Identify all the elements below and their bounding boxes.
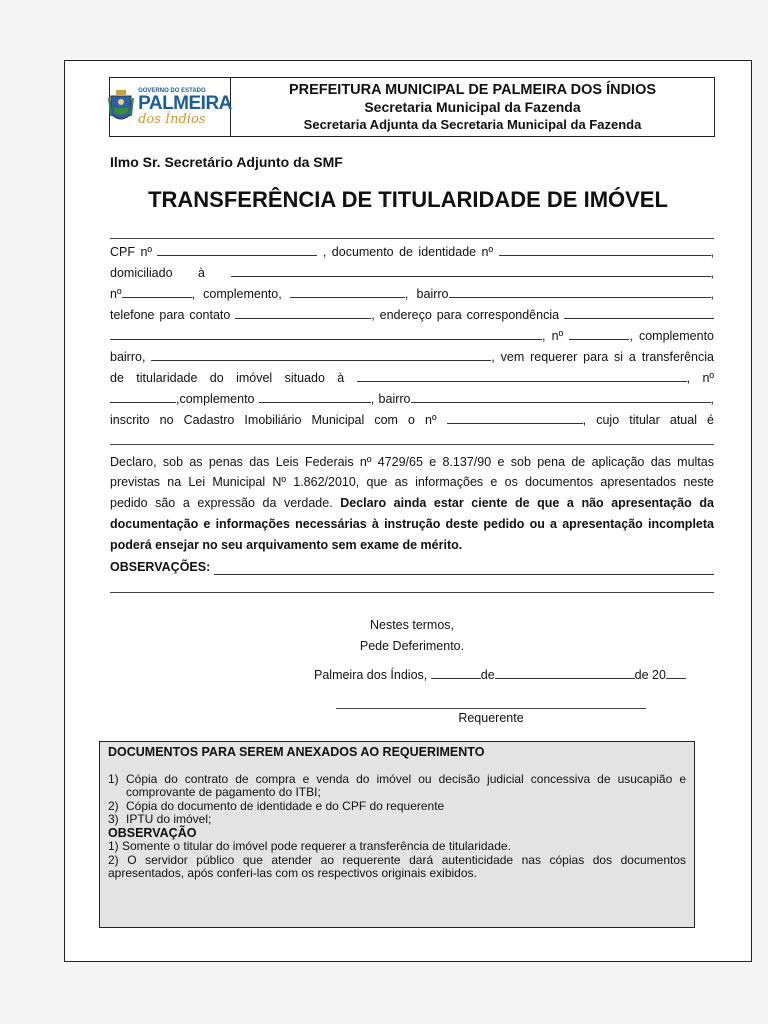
declaration-line-2: previstas na Lei Municipal Nº 1.862/2010, que as informações e os documentos apresentados neste — [110, 475, 714, 489]
documents-box — [99, 741, 695, 928]
titular-field-line[interactable] — [110, 444, 714, 445]
complemento3-field[interactable] — [259, 391, 371, 403]
observacao-2: 2) O servidor público que atender ao requerente dará autenticidade nas cópias dos documentos apresentados, após conferi-las com os respectivos originais exibidos. — [108, 852, 686, 880]
telefone-label: telefone para contato — [110, 308, 231, 322]
document-item — [108, 773, 686, 800]
bairro-label: , bairro — [404, 287, 449, 301]
cpf-field[interactable] — [157, 244, 317, 256]
item-text: Cópia do contrato de compra e venda do imóvel ou decisão judicial concessiva de usucapião e comprovante de pagamento do ITBI; — [126, 771, 686, 799]
logo-title: PALMEIRA — [138, 93, 232, 114]
declaration-line-4: documentação e informações necessárias à instrução deste pedido ou a apresentação incompleta — [110, 517, 714, 531]
document-item — [108, 813, 686, 827]
form-line-complemento: ,complemento , bairro , — [110, 391, 714, 407]
bairro-field[interactable] — [449, 286, 711, 298]
form-line-endereco-cont — [110, 328, 714, 344]
doc-id-field[interactable] — [499, 244, 711, 256]
complemento3-label: ,complemento — [176, 392, 255, 406]
address-field[interactable] — [231, 265, 711, 277]
numero-field[interactable] — [122, 286, 192, 298]
prefeitura-title: PREFEITURA MUNICIPAL DE PALMEIRA DOS ÍNDIOS — [288, 81, 657, 98]
closing-deferimento: Pede Deferimento. — [359, 639, 465, 653]
signature-line[interactable] — [336, 708, 646, 709]
de-label-2: de 20 — [634, 668, 666, 682]
declaration-line-5: poderá ensejar no seu arquivamento sem exame de mérito. — [110, 538, 463, 552]
salutation: Ilmo Sr. Secretário Adjunto da SMF — [110, 154, 343, 170]
observacoes-label: OBSERVAÇÕES: — [110, 560, 211, 574]
form-line-bairro — [110, 349, 714, 365]
numero3-field[interactable] — [110, 391, 176, 403]
secretaria-adjunta-title: Secretaria Adjunta da Secretaria Municipal da Fazenda — [303, 116, 642, 132]
numero2-label: , nº — [542, 329, 564, 343]
form-line-inscrito — [110, 412, 714, 428]
bairro3-label: , bairro — [370, 392, 411, 406]
observacoes-field[interactable] — [214, 563, 714, 575]
complemento-field[interactable] — [290, 286, 405, 298]
form-page — [64, 60, 752, 962]
form-line-titularidade — [110, 370, 714, 386]
declaration-line-3 — [110, 495, 714, 511]
telefone-field[interactable] — [235, 307, 371, 319]
form-line-domicilio: domiciliado à , — [110, 266, 714, 280]
city-label: Palmeira dos Índios, — [314, 668, 428, 682]
domiciliado-label: domiciliado à — [110, 266, 205, 280]
observacao-1: 1) Somente o titular do imóvel pode requerer a transferência de titularidade. — [108, 839, 511, 853]
doc-id-label: , documento de identidade nº — [322, 245, 494, 259]
logo-cell — [110, 78, 231, 136]
palmeira-logo — [108, 88, 232, 126]
inscrito-label: inscrito no Cadastro Imobiliário Municipal com o nº — [110, 413, 437, 427]
item-number: 2) — [108, 798, 119, 813]
form-line-telefone — [110, 307, 714, 323]
date-line — [314, 667, 714, 683]
cpf-label: CPF nº — [110, 245, 152, 259]
logo-subtitle: dos Índios — [138, 112, 206, 127]
observacoes-line — [110, 559, 714, 575]
form-line-numero: nº , complemento, , bairro , — [110, 287, 714, 301]
complemento2-label: , complemento — [629, 329, 714, 343]
numero3-label: , nº — [686, 371, 714, 385]
titularidade-label: de titularidade do imóvel situado à — [110, 371, 345, 385]
complemento-label: , complemento, — [191, 287, 282, 301]
declaration-line-1: Declaro, sob as penas das Leis Federais nº 4729/65 e 8.137/90 e sob pena de aplicação das multas — [110, 455, 714, 469]
observacoes-field-line-2[interactable] — [110, 592, 714, 593]
day-field[interactable] — [431, 667, 481, 679]
item-text: IPTU do imóvel; — [126, 812, 212, 826]
requerer-text: , vem requerer para si a transferência — [491, 350, 714, 364]
bairro2-label: bairro, — [110, 350, 146, 364]
inscricao-field[interactable] — [447, 412, 583, 424]
documents-title: DOCUMENTOS PARA SEREM ANEXADOS AO REQUERIMENTO — [108, 745, 485, 759]
document-item — [108, 800, 686, 814]
de-label-1: de — [480, 668, 495, 682]
titular-label: , cujo titular atual é — [582, 413, 714, 427]
logo-small-text: GOVERNO DO ESTADO — [138, 88, 206, 94]
item-number: 3) — [108, 812, 119, 826]
bairro2-field[interactable] — [151, 349, 491, 361]
year-field[interactable] — [666, 667, 686, 679]
bairro3-field[interactable] — [411, 391, 711, 403]
page-title: TRANSFERÊNCIA DE TITULARIDADE DE IMÓVEL — [148, 187, 668, 212]
declaration-truth-text: pedido são a expressão da verdade. — [110, 496, 333, 510]
endereco-label: , endereço para correspondência — [371, 308, 560, 322]
endereco-cont-field[interactable] — [110, 328, 542, 340]
item-text: Cópia do documento de identidade e do CPF do requerente — [126, 798, 445, 813]
item-number: 1) — [108, 771, 119, 786]
declaration-bold-text: Declaro ainda estar ciente de que a não apresentação da — [340, 496, 714, 510]
requerente-label: Requerente — [458, 711, 524, 725]
name-field-line[interactable] — [110, 238, 714, 239]
numero-label: nº — [110, 287, 122, 301]
month-field[interactable] — [495, 667, 635, 679]
closing-termos: Nestes termos, — [369, 618, 455, 632]
letterhead-text — [231, 78, 714, 136]
coat-of-arms-icon — [108, 88, 134, 126]
imovel-address-field[interactable] — [357, 370, 687, 382]
form-line-cpf: CPF nº , documento de identidade nº , — [110, 245, 715, 259]
secretaria-title: Secretaria Municipal da Fazenda — [364, 98, 581, 115]
letterhead — [109, 77, 715, 137]
endereco-field[interactable] — [564, 307, 714, 319]
observacao-title: OBSERVAÇÃO — [108, 825, 197, 840]
numero2-field[interactable] — [569, 328, 629, 340]
